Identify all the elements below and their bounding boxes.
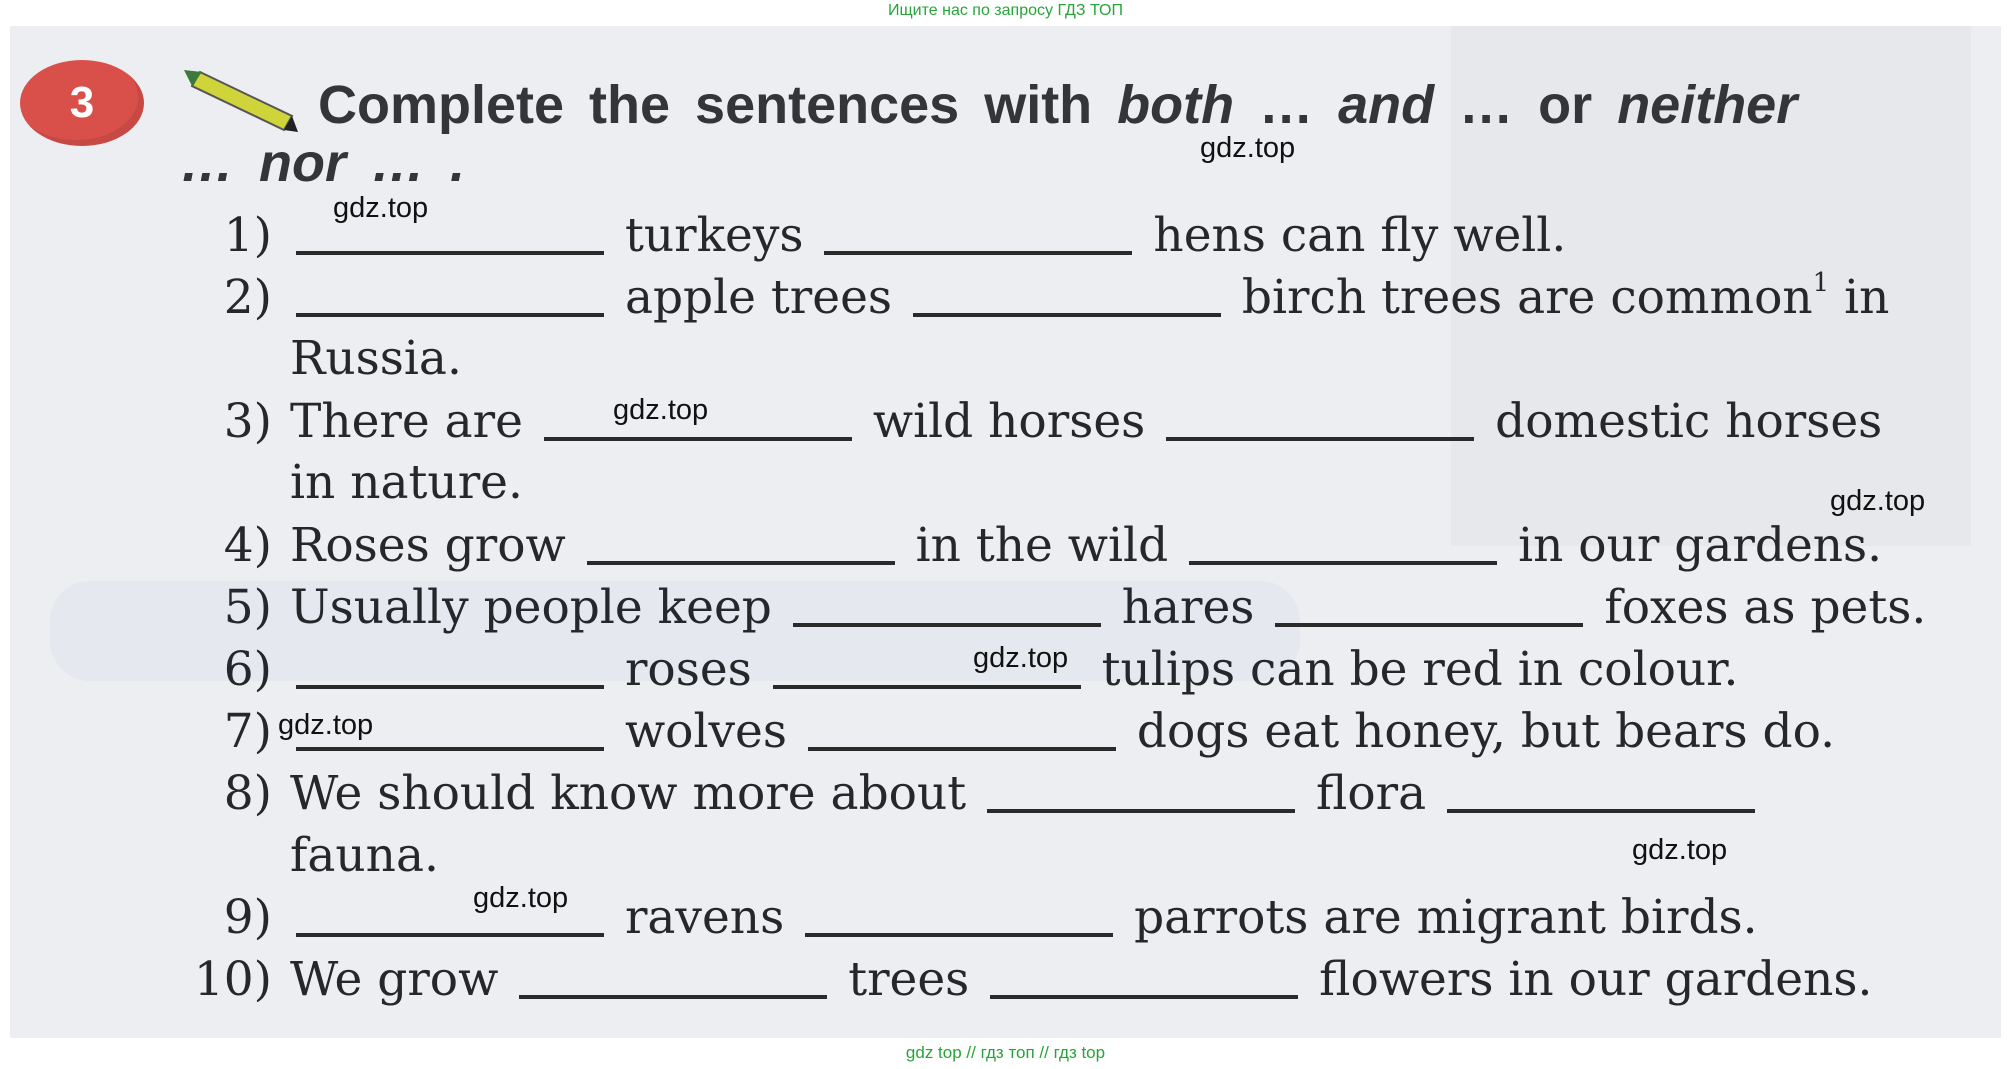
answer-blank[interactable] [296,251,604,255]
item-text: flora [1301,766,1442,821]
answer-blank[interactable] [296,933,604,937]
keyword-or: or [1538,75,1618,135]
instruction-dots: … [1434,75,1539,135]
item-text: There are [290,394,538,449]
item-number: 6) [223,642,272,697]
item-text: foxes as pets. [1589,580,1927,635]
watermark-stamp: gdz.top [1632,834,1728,866]
answer-blank[interactable] [990,995,1298,999]
item-number: 4) [223,518,272,573]
answer-blank[interactable] [805,933,1113,937]
exercise-item-2-continued: Russia. [290,331,462,386]
watermark-stamp: gdz.top [473,882,569,914]
watermark-stamp: gdz.top [333,192,429,224]
top-watermark: Ищите нас по запросу ГДЗ ТОП [888,2,1123,19]
item-number: 7) [223,704,272,759]
answer-blank[interactable] [1189,561,1497,565]
exercise-instruction [180,76,2000,192]
item-text: trees [833,952,985,1007]
answer-blank[interactable] [773,685,1081,689]
answer-blank[interactable] [1447,809,1755,813]
answer-blank[interactable] [296,747,604,751]
exercise-number-badge: 3 [20,60,144,146]
item-text: Usually people keep [290,580,787,635]
item-number: 8) [223,766,272,821]
item-text: ravens [610,890,800,945]
item-text: parrots are migrant birds. [1119,890,1758,945]
answer-blank[interactable] [587,561,895,565]
answer-blank[interactable] [296,685,604,689]
answer-blank[interactable] [824,251,1132,255]
exercise-item-3-continued: in nature. [290,455,523,510]
answer-blank[interactable] [987,809,1295,813]
item-text: birch trees are common [1226,270,1813,325]
answer-blank[interactable] [296,313,604,317]
item-text: We grow [290,952,514,1007]
exercise-item-4 [223,518,1883,573]
item-text: in [1829,270,1890,325]
item-number: 10) [193,952,272,1007]
exercise-item-8 [223,766,1761,821]
answer-blank[interactable] [519,995,827,999]
bottom-watermark: gdz top // гдз топ // гдз top [905,1043,1106,1062]
item-text: hens can fly well. [1138,208,1567,263]
item-number: 9) [223,890,272,945]
item-text: Roses grow [290,518,581,573]
answer-blank[interactable] [793,623,1101,627]
item-text: flowers in our gardens. [1304,952,1873,1007]
item-number: 5) [223,580,272,635]
exercise-item-8-continued: fauna. [290,828,439,883]
keyword-nor: nor [259,133,347,193]
answer-blank[interactable] [808,747,1116,751]
watermark-stamp: gdz.top [1830,485,1926,517]
answer-blank[interactable] [1275,623,1583,627]
exercise-item-2 [223,268,1890,325]
item-text: tulips can be red in colour. [1086,642,1739,697]
item-text: dogs eat honey, but bears do. [1121,704,1836,759]
item-text: roses [610,642,767,697]
item-number: 2) [223,270,272,325]
instruction-dots: … [180,133,234,193]
item-number: 1) [223,208,272,263]
answer-blank[interactable] [1166,437,1474,441]
keyword-both: both [1117,75,1235,135]
exercise-item-5 [223,580,1927,635]
instruction-dots: … [1234,75,1339,135]
item-text: in the wild [900,518,1184,573]
item-text: wolves [610,704,802,759]
exercise-item-7 [223,704,1836,759]
item-text: in our gardens. [1503,518,1883,573]
item-text: We should know more about [290,766,982,821]
keyword-and: and [1338,75,1435,135]
watermark-stamp: gdz.top [1200,132,1296,164]
exercise-item-3 [223,394,1883,449]
item-text: hares [1106,580,1270,635]
watermark-stamp: gdz.top [278,709,374,741]
answer-blank[interactable] [544,437,852,441]
item-number: 3) [223,394,272,449]
item-text: wild horses [857,394,1161,449]
exercise-item-9 [223,890,1758,945]
item-text: turkeys [610,208,819,263]
item-text: domestic horses [1480,394,1883,449]
instruction-dots: … . [346,133,466,193]
answer-blank[interactable] [913,313,1221,317]
exercise-item-6 [223,642,1739,697]
item-text: apple trees [610,270,907,325]
exercise-item-10 [193,952,1873,1007]
keyword-neither: neither [1617,75,1798,135]
textbook-page [10,26,2001,1038]
footnote-marker: 1 [1812,268,1830,298]
instruction-text: Complete the sentences with [318,75,1118,135]
watermark-stamp: gdz.top [973,642,1069,674]
watermark-stamp: gdz.top [613,394,709,426]
